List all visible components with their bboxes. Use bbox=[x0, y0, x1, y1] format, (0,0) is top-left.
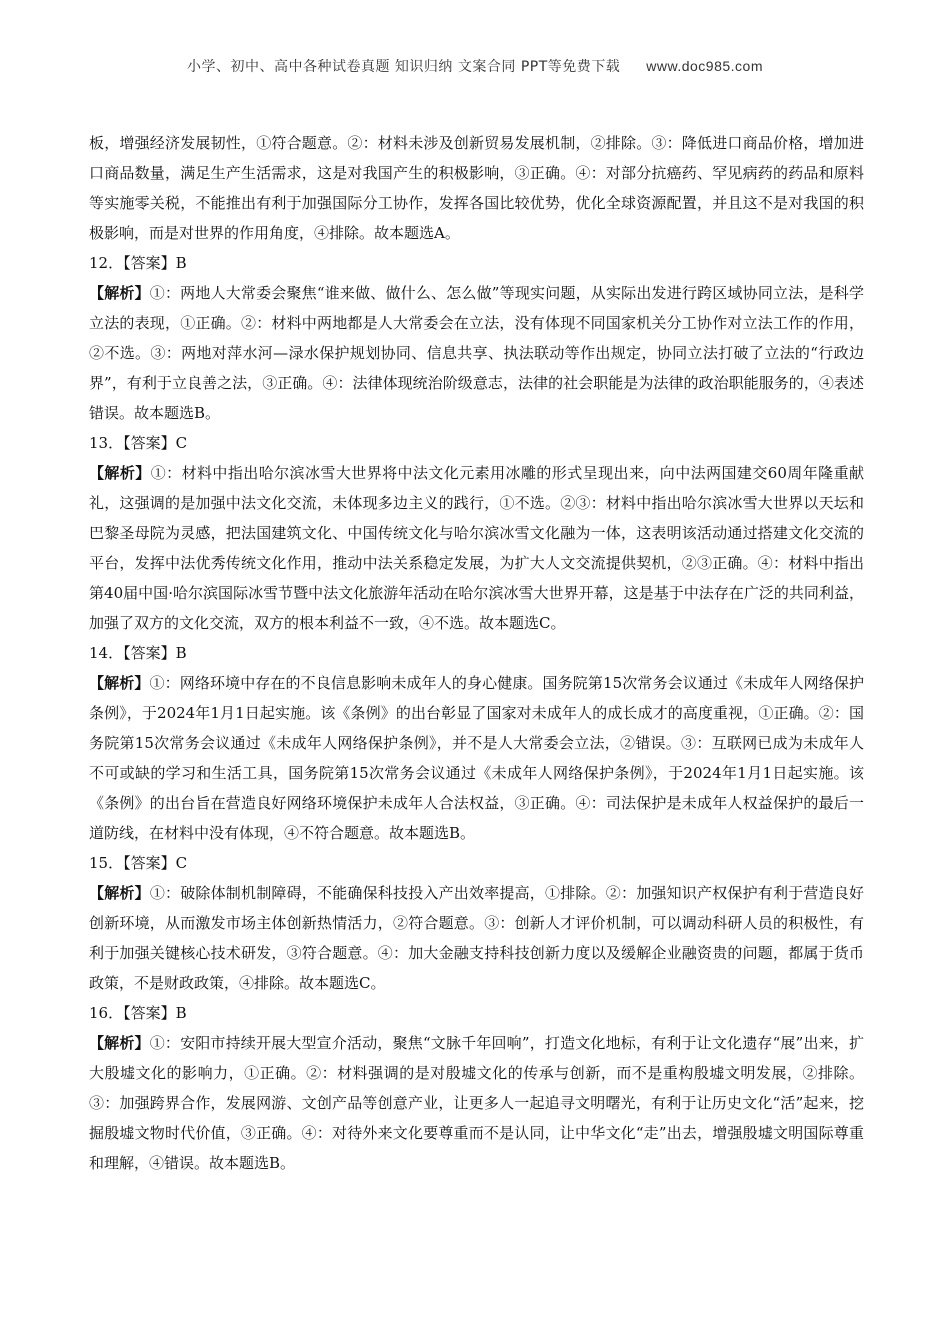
analysis-paragraph bbox=[89, 1028, 864, 1178]
question-12 bbox=[89, 248, 864, 428]
analysis-text: ①：破除体制机制障碍，不能确保科技投入产出效率提高，①排除。②：加强知识产权保护有利于营造良好创新环境，从而激发市场主体创新热情活力，②符合题意。③：创新人才评价机制，可以调动科研人员的积极性，有利于加强关键核心技术研发，③符合题意。④：加大金融支持科技创新力度以及缓解企业融资贵的问题，都属于货币政策，不是财政政策，④排除。故本题选C。 bbox=[89, 884, 864, 992]
analysis-tag: 【解析】 bbox=[89, 884, 150, 902]
analysis-paragraph bbox=[89, 668, 864, 848]
analysis-tag: 【解析】 bbox=[89, 674, 150, 692]
analysis-text: ①：网络环境中存在的不良信息影响未成年人的身心健康。国务院第15次常务会议通过《未成年人网络保护条例》，于2024年1月1日起实施。该《条例》的出台彰显了国家对未成年人的成长成才的高度重视，①正确。②：国务院第15次常务会议通过《未成年人网络保护条例》，并不是人大常委会立法，②错误。③：互联网已成为未成年人不可或缺的学习和生活工具，国务院第15次常务会议通过《未成年人网络保护条例》，于2024年1月1日起实施。该《条例》的出台旨在营造良好网络环境保护未成年人合法权益，③正确。④：司法保护是未成年人权益保护的最后一道防线，在材料中没有体现，④不符合题意。故本题选B。 bbox=[89, 674, 864, 842]
header-text: 小学、初中、高中各种试卷真题 知识归纳 文案合同 PPT等免费下载 bbox=[186, 59, 621, 75]
analysis-text: ①：安阳市持续开展大型宣介活动，聚焦“文脉千年回响”，打造文化地标，有利于让文化遗存“展”出来，扩大殷墟文化的影响力，①正确。②：材料强调的是对殷墟文化的传承与创新，而不是重构殷墟文明发展，②排除。③：加强跨界合作，发展网游、文创产品等创意产业，让更多人一起追寻文明曙光，有利于让历史文化“活”起来，挖掘殷墟文物时代价值，③正确。④：对待外来文化要尊重而不是认同，让中华文化“走”出去，增强殷墟文明国际尊重和理解，④错误。故本题选B。 bbox=[89, 1034, 864, 1172]
answer-line: 12．【答案】B bbox=[89, 254, 187, 272]
question-13 bbox=[89, 428, 864, 638]
answer-line: 13．【答案】C bbox=[89, 434, 188, 452]
analysis-paragraph bbox=[89, 458, 864, 638]
analysis-paragraph bbox=[89, 878, 864, 998]
question-15 bbox=[89, 848, 864, 998]
document-body bbox=[89, 128, 864, 1178]
analysis-tag: 【解析】 bbox=[89, 1034, 150, 1052]
page-header bbox=[0, 56, 950, 76]
analysis-paragraph bbox=[89, 278, 864, 428]
question-14 bbox=[89, 638, 864, 848]
analysis-tag: 【解析】 bbox=[89, 464, 151, 482]
answer-line: 14．【答案】B bbox=[89, 644, 187, 662]
header-site-link[interactable]: www.doc985.com bbox=[646, 58, 763, 74]
answer-line: 16．【答案】B bbox=[89, 1004, 187, 1022]
analysis-text: ①：两地人大常委会聚焦“谁来做、做什么、怎么做”等现实问题，从实际出发进行跨区域协同立法，是科学立法的表现，①正确。②：材料中两地都是人大常委会在立法，没有体现不同国家机关分工协作对立法工作的作用，②不选。③：两地对萍水河—渌水保护规划协同、信息共享、执法联动等作出规定，协同立法打破了立法的“行政边界”，有利于立良善之法，③正确。④：法律体现统治阶级意志，法律的社会职能是为法律的政治职能服务的，④表述错误。故本题选B。 bbox=[89, 284, 864, 422]
question-16 bbox=[89, 998, 864, 1178]
continuation-paragraph: 板，增强经济发展韧性，①符合题意。②：材料未涉及创新贸易发展机制，②排除。③：降低进口商品价格，增加进口商品数量，满足生产生活需求，这是对我国产生的积极影响，③正确。④：对部分抗癌药、罕见病药的药品和原料等实施零关税，不能推出有利于加强国际分工协作，发挥各国比较优势，优化全球资源配置，并且这不是对我国的积极影响，而是对世界的作用角度，④排除。故本题选A。 bbox=[89, 134, 864, 242]
answer-line: 15．【答案】C bbox=[89, 854, 188, 872]
analysis-text: ①：材料中指出哈尔滨冰雪大世界将中法文化元素用冰雕的形式呈现出来，向中法两国建交60周年隆重献礼，这强调的是加强中法文化交流，未体现多边主义的践行，①不选。②③：材料中指出哈尔滨冰雪大世界以天坛和巴黎圣母院为灵感，把法国建筑文化、中国传统文化与哈尔滨冰雪文化融为一体，这表明该活动通过搭建文化交流的平台，发挥中法优秀传统文化作用，推动中法关系稳定发展，为扩大人文交流提供契机，②③正确。④：材料中指出第40届中国·哈尔滨国际冰雪节暨中法文化旅游年活动在哈尔滨冰雪大世界开幕，这是基于中法存在广泛的共同利益，加强了双方的文化交流，双方的根本利益不一致，④不选。故本题选C。 bbox=[89, 464, 864, 632]
analysis-tag: 【解析】 bbox=[89, 284, 150, 302]
